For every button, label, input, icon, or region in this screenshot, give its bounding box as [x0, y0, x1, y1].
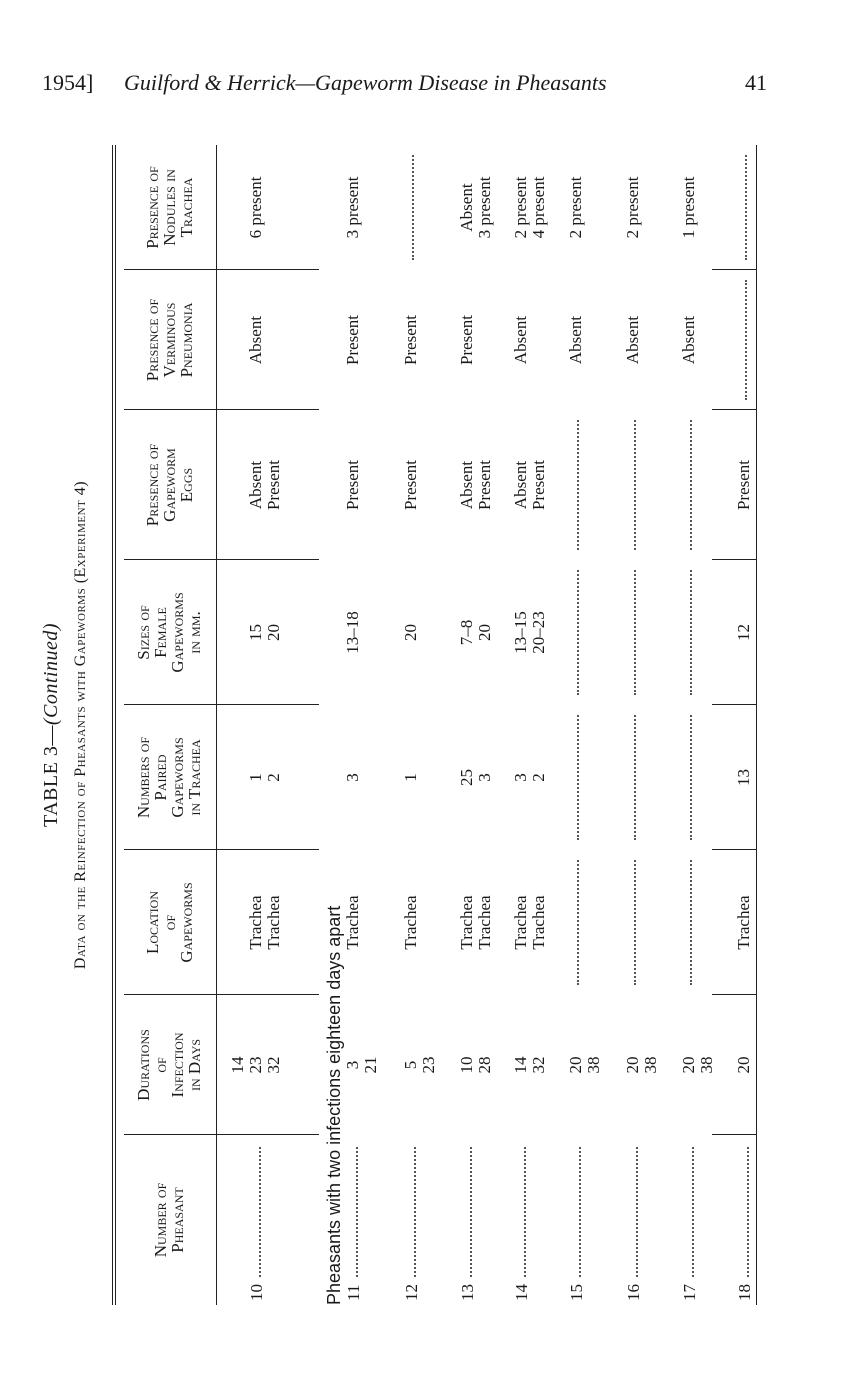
cell-sizes: 12: [734, 624, 753, 641]
page-number: 41: [745, 70, 767, 95]
cell-duration: 20 38: [566, 1056, 603, 1074]
cell-duration: 20 38: [679, 1056, 716, 1074]
header-nodules: [124, 145, 214, 270]
table-continued: (Continued): [40, 623, 62, 726]
cell-location: Trachea: [734, 895, 753, 950]
cell-location: Trachea Trachea: [457, 895, 494, 950]
cell-pneumonia: Present: [401, 314, 420, 366]
column-rule: [712, 269, 756, 270]
cell-sizes: 20: [401, 624, 420, 641]
empty-cell-dots: [634, 715, 636, 840]
cell-nodules: 1 present: [679, 176, 698, 239]
header-pheasant: [124, 1135, 214, 1305]
empty-cell-dots: [577, 570, 579, 695]
cell-eggs: Absent Present: [246, 459, 283, 511]
pheasant-number: 15: [567, 1284, 586, 1301]
header-pneumonia-text: Presence of Verminous Pneumonia: [142, 298, 196, 382]
cell-paired: 13: [734, 769, 753, 786]
pheasant-number: 10: [247, 1284, 266, 1301]
cell-nodules: 2 present: [566, 176, 585, 239]
cell-duration: 5 23: [401, 1056, 438, 1074]
running-head: [0, 70, 849, 102]
cell-duration: 20 38: [623, 1056, 660, 1074]
header-pneumonia: [124, 270, 214, 410]
leader-dots: [692, 1147, 694, 1277]
column-rule: [124, 269, 319, 270]
cell-paired: 3: [343, 773, 362, 782]
cell-eggs: Absent Present: [511, 459, 548, 511]
empty-cell-dots: [634, 420, 636, 550]
cell-sizes: 15 20: [246, 624, 283, 641]
subheading: Pheasants with two infections eighteen days apart: [324, 905, 344, 1305]
pheasant-number: 18: [735, 1284, 754, 1301]
running-title: Guilford & Herrick—Gapeworm Disease in Pheasants: [124, 70, 607, 95]
column-rule: [124, 849, 319, 850]
header-sizes: [124, 560, 214, 705]
pheasant-number: 14: [512, 1284, 531, 1301]
cell-pneumonia: Present: [343, 314, 362, 366]
empty-cell-dots: [745, 280, 747, 400]
table-top-rule: [112, 145, 116, 1305]
pheasant-number: 12: [402, 1284, 421, 1301]
header-location: [124, 850, 214, 995]
column-rule: [124, 994, 319, 995]
column-rule: [124, 1134, 319, 1135]
header-paired: [124, 705, 214, 850]
leader-dots: [470, 1147, 472, 1277]
cell-nodules: 2 present 4 present: [511, 176, 548, 239]
empty-cell-dots: [690, 860, 692, 985]
header-eggs: [124, 410, 214, 560]
header-rule: [216, 145, 217, 1305]
cell-location: Trachea Trachea: [246, 895, 283, 950]
data-table: [112, 145, 772, 1305]
empty-cell-dots: [634, 570, 636, 695]
header-sizes-text: Sizes of Female Gapeworms in mm.: [134, 592, 204, 673]
cell-location: Trachea: [343, 895, 362, 950]
header-nodules-text: Presence of Nodules in Trachea: [142, 166, 196, 249]
empty-cell-dots: [577, 715, 579, 840]
cell-eggs: Present: [343, 459, 362, 511]
cell-duration: 14 23 32: [228, 1056, 283, 1074]
table-bottom-rule: [756, 145, 757, 1305]
cell-sizes: 13–18: [343, 611, 362, 654]
cell-paired: 1 2: [246, 773, 283, 782]
table-number: TABLE 3—: [40, 725, 62, 827]
empty-cell-dots: [690, 420, 692, 550]
pheasant-number: 16: [624, 1284, 643, 1301]
table-caption: [40, 145, 63, 1305]
cell-paired: 3 2: [511, 773, 548, 782]
leader-dots: [259, 1147, 261, 1277]
cell-paired: 25 3: [457, 769, 494, 786]
cell-duration: 10 28: [457, 1056, 494, 1074]
column-rule: [124, 559, 319, 560]
column-rule: [124, 409, 319, 410]
cell-pneumonia: Absent: [511, 315, 530, 365]
header-duration: [124, 995, 214, 1135]
empty-cell-dots: [690, 715, 692, 840]
cell-pneumonia: Absent: [246, 315, 265, 365]
empty-cell-dots: [634, 860, 636, 985]
rotated-table-page: [40, 145, 772, 1305]
cell-sizes: 13–15 20–23: [511, 611, 548, 654]
cell-duration: 3 21: [343, 1056, 380, 1074]
header-paired-text: Numbers of Paired Gapeworms in Trachea: [134, 736, 204, 819]
pheasant-number: 17: [680, 1284, 699, 1301]
pheasant-number: 13: [458, 1284, 477, 1301]
cell-nodules: 6 present: [246, 176, 265, 239]
cell-duration: 14 32: [511, 1056, 548, 1074]
empty-cell-dots: [745, 155, 747, 260]
empty-cell-dots: [577, 420, 579, 550]
journal-year: 1954]: [42, 70, 94, 95]
cell-eggs: Present: [401, 459, 420, 511]
cell-location: Trachea Trachea: [511, 895, 548, 950]
leader-dots: [747, 1147, 749, 1277]
cell-eggs: Present: [734, 459, 753, 511]
cell-pneumonia: Absent: [623, 315, 642, 365]
table-subtitle: Data on the Reinfection of Pheasants with Gapeworms (Experiment 4): [72, 480, 89, 970]
pheasant-number: 11: [344, 1284, 363, 1301]
cell-eggs: Absent Present: [457, 459, 494, 511]
empty-cell-dots: [577, 860, 579, 985]
leader-dots: [356, 1147, 358, 1277]
header-pheasant-text: Number of Pheasant: [151, 1182, 187, 1258]
empty-cell-dots: [690, 570, 692, 695]
cell-nodules: 3 present: [343, 176, 362, 239]
header-location-text: Location of Gapeworms: [142, 882, 196, 963]
cell-duration: 20: [734, 1056, 753, 1074]
cell-nodules: 2 present: [623, 176, 642, 239]
cell-sizes: 7–8 20: [457, 619, 494, 646]
cell-nodules: Absent 3 present: [457, 176, 494, 239]
cell-paired: 1: [401, 773, 420, 782]
cell-pneumonia: Absent: [566, 315, 585, 365]
leader-dots: [579, 1147, 581, 1277]
leader-dots: [636, 1147, 638, 1277]
column-rule: [124, 704, 319, 705]
header-duration-text: Durations of Infection in Days: [134, 1029, 204, 1101]
header-eggs-text: Presence of Gapeworm Eggs: [142, 443, 196, 527]
empty-cell-dots: [412, 155, 414, 260]
cell-location: Trachea: [401, 895, 420, 950]
leader-dots: [524, 1147, 526, 1277]
cell-pneumonia: Absent: [679, 315, 698, 365]
leader-dots: [414, 1147, 416, 1277]
cell-pneumonia: Present: [457, 314, 476, 366]
